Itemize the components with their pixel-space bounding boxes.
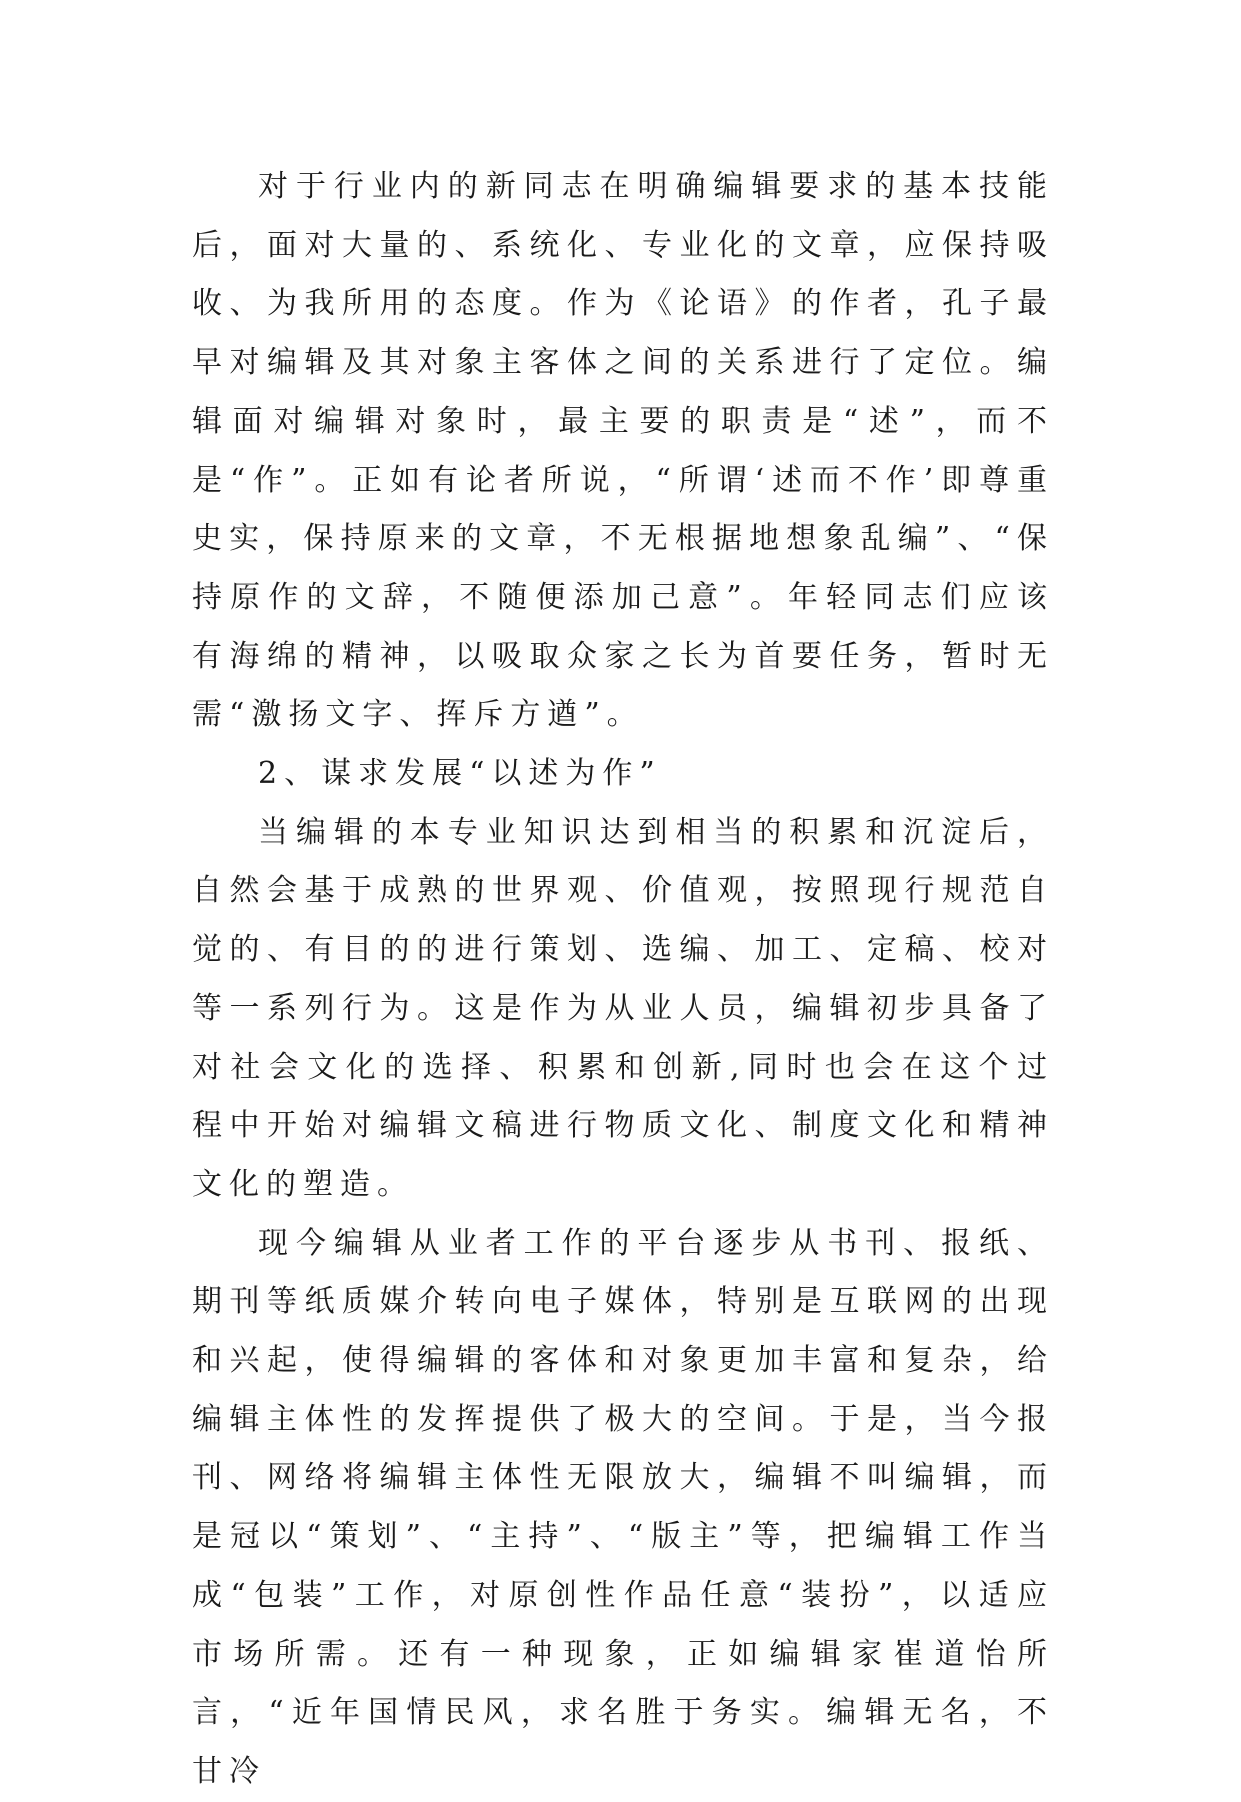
paragraph: 现今编辑从业者工作的平台逐步从书刊、报纸、期刊等纸质媒介转向电子媒体，特别是互联网的出现和兴起，使得编辑的客体和对象更加丰富和复杂，给编辑主体性的发挥提供了极大的空间。于是，当今报刊、网络将编辑主体性无限放大，编辑不叫编辑，而是冠以“策划”、“主持”、“版主”等，把编辑工作当成“包装”工作，对原创性作品任意“装扮”，以适应市场所需。还有一种现象，正如编辑家崔道怡所言，“近年国情民风，求名胜于务实。编辑无名，不甘冷 bbox=[192, 1225, 1054, 1789]
paragraph: 当编辑的本专业知识达到相当的积累和沉淀后，自然会基于成熟的世界观、价值观，按照现行规范自觉的、有目的的进行策划、选编、加工、定稿、校对等一系列行为。这是作为从业人员，编辑初步具备了对社会文化的选择、积累和创新,同时也会在这个过程中开始对编辑文稿进行物质文化、制度文化和精神文化的塑造。 bbox=[192, 814, 1054, 1202]
paragraph: 对于行业内的新同志在明确编辑要求的基本技能后，面对大量的、系统化、专业化的文章，应保持吸收、为我所用的态度。作为《论语》的作者，孔子最早对编辑及其对象主客体之间的关系进行了定位。编辑面对编辑对象时，最主要的职责是“述”，而不是“作”。正如有论者所说，“所谓‘述而不作’即尊重史实，保持原来的文章，不无根据地想象乱编”、“保持原作的文辞，不随便添加己意”。年轻同志们应该有海绵的精神，以吸取众家之长为首要任务，暂时无需“激扬文字、挥斥方遒”。 bbox=[192, 169, 1054, 733]
body-text bbox=[192, 158, 1054, 1802]
section-heading: 2、谋求发展“以述为作” bbox=[258, 756, 662, 792]
